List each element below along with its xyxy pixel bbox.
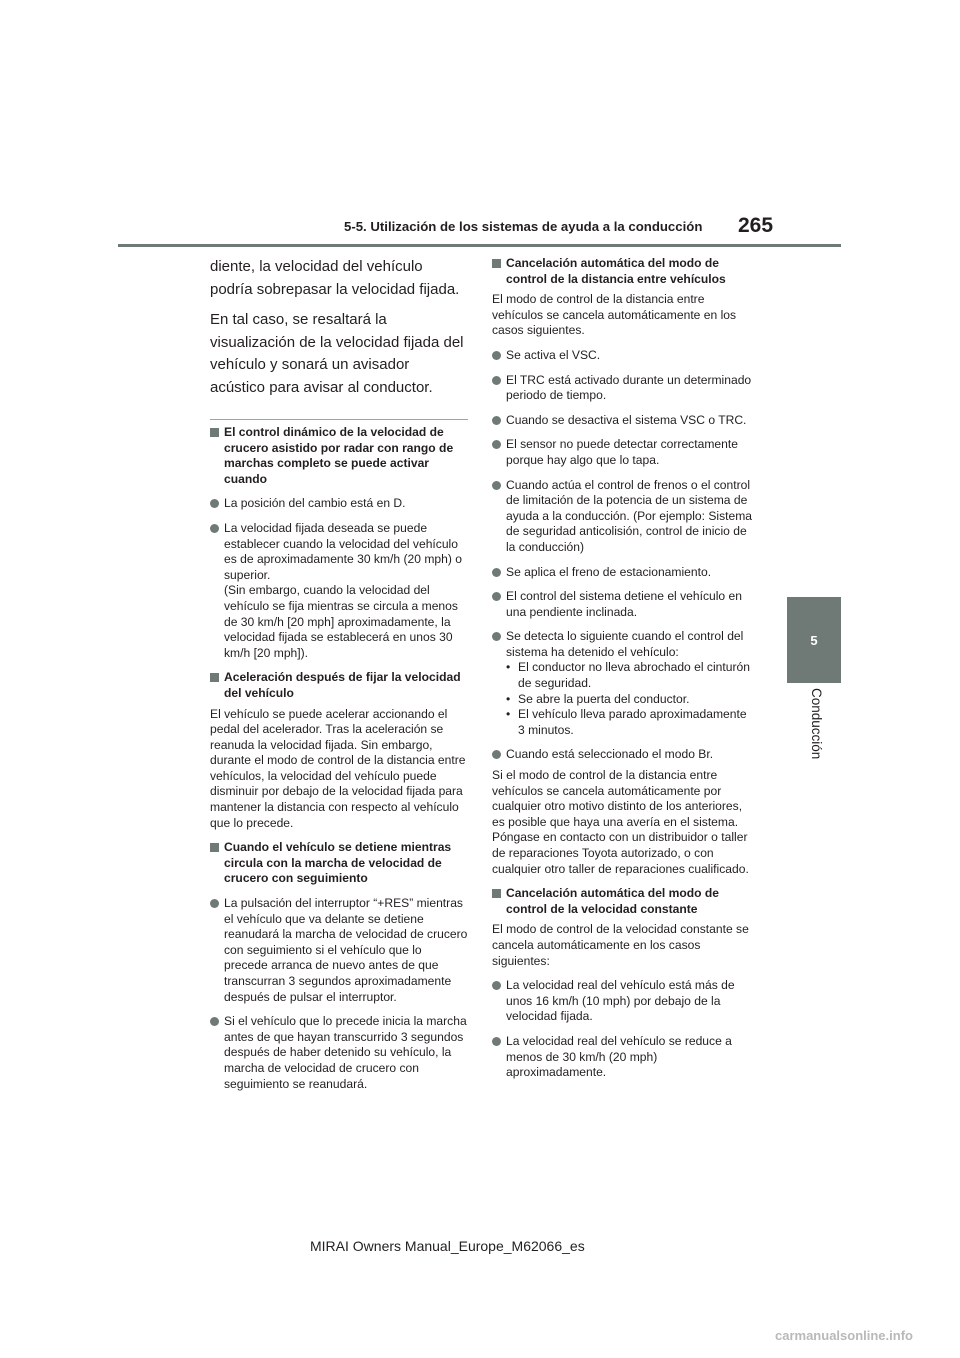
round-bullet-icon bbox=[210, 499, 219, 508]
list-item bbox=[210, 496, 468, 512]
sub-list-item-text: Se abre la puerta del conductor. bbox=[518, 691, 690, 706]
intro-text bbox=[210, 256, 468, 399]
list-item bbox=[492, 629, 756, 738]
subheading-text: Cancelación automática del modo de control de la distancia entre vehículos bbox=[506, 256, 726, 286]
sub-list-item-text: El conductor no lleva abrochado el cinturón de seguridad. bbox=[518, 660, 750, 691]
chapter-tab-label: Conducción bbox=[809, 688, 824, 760]
round-bullet-icon bbox=[492, 440, 501, 449]
chapter-tab-number[interactable]: 5 bbox=[787, 597, 841, 683]
subheading bbox=[492, 256, 756, 287]
list-item-text: El control del sistema detiene el vehículo en una pendiente inclinada. bbox=[506, 589, 742, 619]
list-item bbox=[492, 747, 756, 763]
subheading-text: Cancelación automática del modo de control de la velocidad constante bbox=[506, 886, 720, 916]
list-item-text: El TRC está activado durante un determinado periodo de tiempo. bbox=[506, 372, 752, 403]
list-item-note: (Sin embargo, cuando la velocidad del vehículo se fija mientras se circula a menos de 30 km/h [20 mph] aproximadamente, la velocidad fijada se establecerá en unos 30 km/h [20 mph]). bbox=[224, 583, 458, 660]
list-item bbox=[492, 413, 756, 429]
list-item bbox=[210, 521, 468, 661]
small-bullet-icon: • bbox=[506, 707, 511, 722]
list-item-text: La velocidad real del vehículo se reduce a menos de 30 km/h (20 mph) aproximadamente. bbox=[506, 1033, 732, 1080]
sub-list-item-text: El vehículo lleva parado aproximadamente 3 minutos. bbox=[518, 707, 747, 737]
round-bullet-icon bbox=[492, 1037, 501, 1046]
round-bullet-icon bbox=[210, 1017, 219, 1026]
square-bullet-icon bbox=[210, 843, 219, 852]
list-item bbox=[492, 565, 756, 581]
round-bullet-icon bbox=[492, 981, 501, 990]
list-item bbox=[492, 437, 756, 468]
list-item-text: La velocidad real del vehículo está más de unos 16 km/h (10 mph) por debajo de la velocidad fijada. bbox=[506, 978, 735, 1024]
list-item-text: Se activa el VSC. bbox=[506, 347, 601, 362]
subheading bbox=[210, 425, 468, 487]
sub-list-item bbox=[506, 692, 756, 708]
subheading-text: El control dinámico de la velocidad de crucero asistido por radar con rango de marchas completo se puede activar cuando bbox=[224, 425, 454, 486]
round-bullet-icon bbox=[210, 899, 219, 908]
subheading-text: Cuando el vehículo se detiene mientras circula con la marcha de velocidad de crucero con seguimiento bbox=[224, 840, 452, 886]
list-item bbox=[210, 1014, 468, 1092]
small-bullet-icon: • bbox=[506, 691, 511, 706]
list-item-text: La velocidad fijada deseada se puede establecer cuando la velocidad del vehículo es de aproximadamente 30 km/h (20 mph) o superior. bbox=[224, 520, 462, 582]
watermark-link[interactable]: carmanualsonline.info bbox=[775, 1328, 913, 1343]
round-bullet-icon bbox=[492, 481, 501, 490]
sub-list-item bbox=[506, 707, 756, 738]
list-item bbox=[492, 1034, 756, 1081]
round-bullet-icon bbox=[210, 524, 219, 533]
round-bullet-icon bbox=[492, 750, 501, 759]
small-bullet-icon: • bbox=[506, 660, 511, 675]
section-title: 5-5. Utilización de los sistemas de ayuda a la conducción bbox=[344, 219, 703, 234]
intro-paragraph: En tal caso, se resaltará la visualización de la velocidad fijada del vehículo y sonará un avisador acústico para avisar al conductor. bbox=[210, 311, 464, 396]
body-paragraph: El modo de control de la distancia entre vehículos se cancela automáticamente en los casos siguientes. bbox=[492, 292, 737, 338]
body-paragraph: Si el modo de control de la distancia entre vehículos se cancela automáticamente por cualquier otro motivo distinto de los anteriores, es posible que haya una avería en el sistema. Póngase en contacto con un distribuidor o taller de reparaciones Toyota autorizado, o con cualquier otro taller de reparaciones cualificado. bbox=[492, 768, 749, 876]
list-item bbox=[492, 978, 756, 1025]
list-item-text: La posición del cambio está en D. bbox=[224, 496, 406, 511]
list-item-text: El sensor no puede detectar correctamente porque hay algo que lo tapa. bbox=[506, 437, 738, 467]
list-item-text: Cuando actúa el control de frenos o el control de limitación de la potencia de un sistema de ayuda a la conducción. (Por ejemplo: Sistema de seguridad anticolisión, control de inicio de la conducción) bbox=[506, 477, 753, 554]
round-bullet-icon bbox=[492, 376, 501, 385]
list-item bbox=[492, 348, 756, 364]
subheading-text: Aceleración después de fijar la velocidad del vehículo bbox=[224, 670, 461, 700]
list-item-text: Cuando está seleccionado el modo Br. bbox=[506, 747, 714, 762]
list-item bbox=[210, 896, 468, 1005]
left-column bbox=[210, 256, 468, 1101]
document-footer: MIRAI Owners Manual_Europe_M62066_es bbox=[310, 1238, 585, 1254]
round-bullet-icon bbox=[492, 568, 501, 577]
right-column bbox=[492, 256, 756, 1090]
round-bullet-icon bbox=[492, 592, 501, 601]
round-bullet-icon bbox=[492, 632, 501, 641]
square-bullet-icon bbox=[210, 673, 219, 682]
square-bullet-icon bbox=[492, 889, 501, 898]
list-item-text: Cuando se desactiva el sistema VSC o TRC. bbox=[506, 412, 747, 427]
page-number: 265 bbox=[738, 214, 774, 237]
subheading bbox=[210, 670, 468, 701]
list-item-text: Se aplica el freno de estacionamiento. bbox=[506, 564, 712, 579]
subheading bbox=[492, 886, 756, 917]
header-divider bbox=[118, 244, 841, 247]
list-item-text: Si el vehículo que lo precede inicia la marcha antes de que hayan transcurrido 3 segundos después de haber detenido su vehículo, la marcha de velocidad de crucero con seguimiento se reanudará. bbox=[224, 1014, 467, 1091]
subheading bbox=[210, 840, 468, 887]
list-item-text: La pulsación del interruptor “+RES” mientras el vehículo que va delante se detiene reanudará la marcha de velocidad de crucero con seguimiento si el vehículo que lo precede arranca de nuevo antes de que transcurran 3 segundos aproximadamente después de pulsar el interruptor. bbox=[224, 896, 468, 1004]
list-item bbox=[492, 478, 756, 556]
body-paragraph: El modo de control de la velocidad constante se cancela automáticamente en los casos siguientes: bbox=[492, 922, 749, 968]
list-item bbox=[492, 373, 756, 404]
square-bullet-icon bbox=[210, 428, 219, 437]
section-divider bbox=[210, 419, 468, 420]
round-bullet-icon bbox=[492, 416, 501, 425]
body-paragraph: El vehículo se puede acelerar accionando el pedal del acelerador. Tras la aceleración se reanuda la velocidad fijada. Sin embargo, durante el modo de control de la distancia entre vehículos, la velocidad del vehículo puede disminuir por debajo de la velocidad fijada para mantener la distancia con respecto al vehículo que lo precede. bbox=[210, 706, 466, 830]
intro-paragraph: diente, la velocidad del vehículo podría sobrepasar la velocidad fijada. bbox=[210, 258, 460, 298]
list-item-text: Se detecta lo siguiente cuando el control del sistema ha detenido el vehículo: bbox=[506, 629, 744, 659]
sub-list-item bbox=[506, 660, 756, 691]
list-item bbox=[492, 589, 756, 620]
round-bullet-icon bbox=[492, 351, 501, 360]
square-bullet-icon bbox=[492, 259, 501, 268]
